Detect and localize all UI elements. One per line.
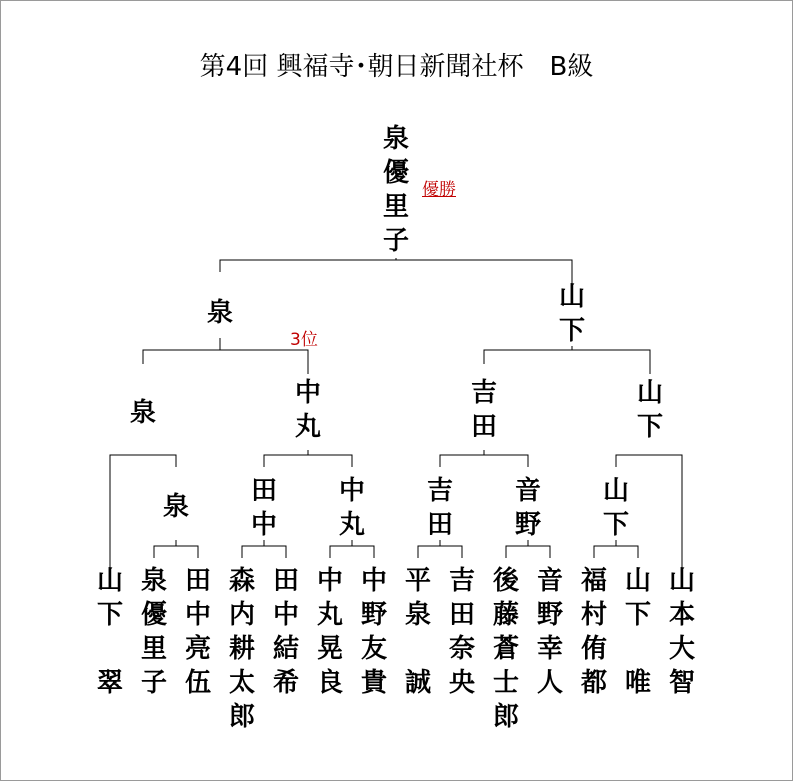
semifinal-left-connector — [143, 350, 308, 374]
player-6: 中 丸 晃 良 — [316, 566, 343, 698]
player-7: 中 野 友 貴 — [360, 566, 387, 698]
r2-winner-1: 泉 — [162, 492, 189, 522]
player-9: 吉 田 奈 央 — [448, 566, 475, 698]
semifinal-right-connector — [484, 350, 650, 374]
champion-name: 泉 優 里 子 — [382, 124, 409, 256]
r2-3-connector — [330, 546, 374, 558]
final-connector — [220, 260, 572, 284]
player-10: 後 藤 蒼 士 郎 — [492, 566, 519, 732]
semifinal-winner-left: 泉 — [206, 298, 233, 328]
player-4: 森 内 耕 太 郎 — [228, 566, 255, 732]
third-place-label: 3位 — [290, 330, 318, 350]
r2-winner-3: 中 丸 — [338, 476, 365, 540]
champion-label: 優勝 — [422, 180, 456, 200]
player-1: 山 下 翠 — [96, 566, 123, 698]
qf3-connector — [440, 455, 528, 467]
r2-winner-6: 山 下 — [602, 476, 629, 540]
page-title: 第4回 興福寺･朝日新聞社杯 B級 — [199, 52, 594, 82]
semifinal-winner-right: 山 下 — [558, 282, 585, 346]
r2-winner-5: 音 野 — [514, 476, 541, 540]
qf-winner-2: 中 丸 — [294, 378, 321, 442]
r2-winner-4: 吉 田 — [426, 476, 453, 540]
r2-5-connector — [506, 546, 550, 558]
qf-winner-4: 山 下 — [636, 378, 663, 442]
player-5: 田 中 結 希 — [272, 566, 299, 698]
player-11: 音 野 幸 人 — [536, 566, 563, 698]
player-2: 泉 優 里 子 — [140, 566, 167, 698]
qf2-connector — [264, 455, 352, 467]
r2-2-connector — [242, 546, 286, 558]
player-3: 田 中 亮 伍 — [184, 566, 211, 698]
r2-winner-2: 田 中 — [250, 476, 277, 540]
r2-4-connector — [418, 546, 462, 558]
player-14: 山 本 大 智 — [668, 566, 695, 698]
r2-6-connector — [594, 546, 638, 558]
player-8: 平 泉 誠 — [404, 566, 431, 698]
qf-winner-3: 吉 田 — [470, 378, 497, 442]
player-13: 山 下 唯 — [624, 566, 651, 698]
qf-winner-1: 泉 — [129, 398, 156, 428]
r2-1-connector — [154, 546, 198, 558]
player-12: 福 村 侑 都 — [580, 566, 607, 698]
